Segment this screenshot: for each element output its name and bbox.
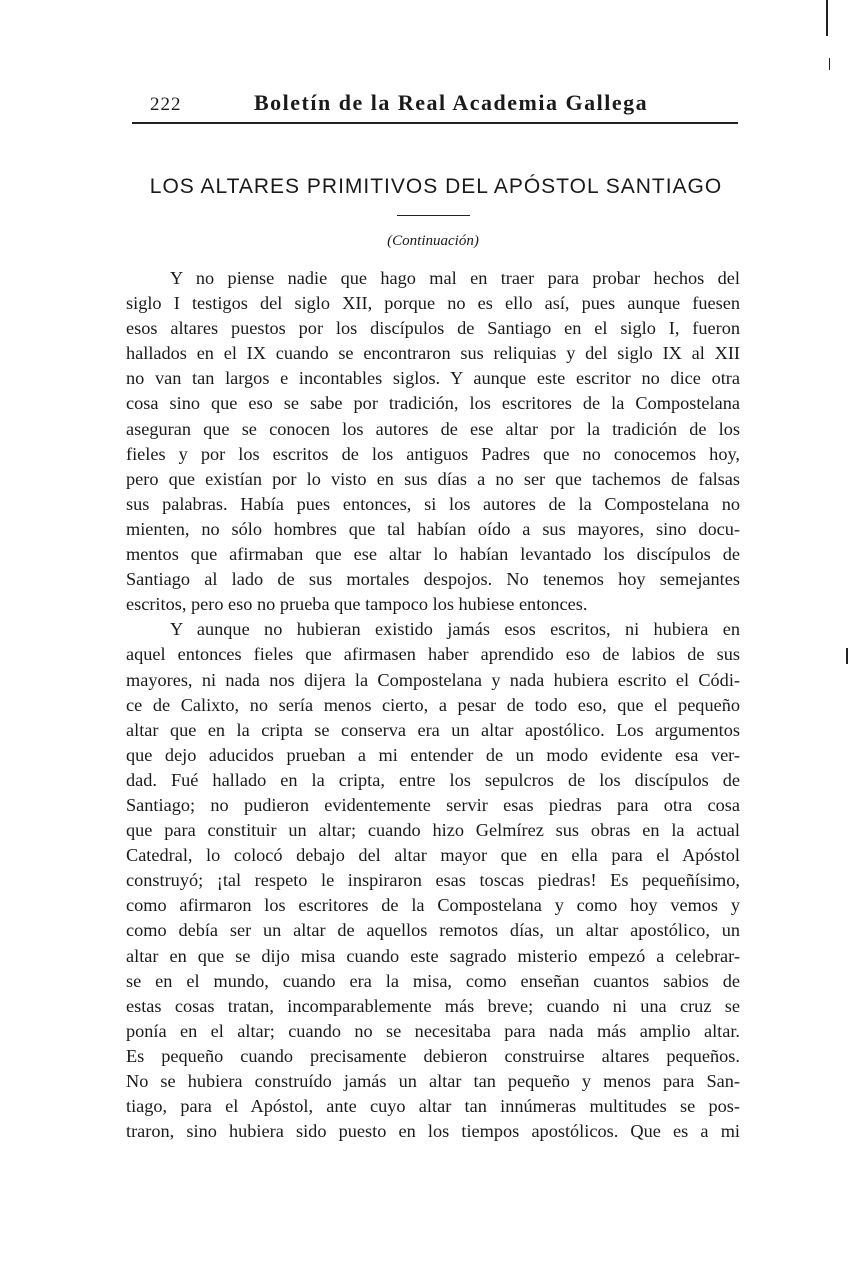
text-line: altar que en la cripta se conserva era un altar apostólico. Los argumentos — [126, 719, 740, 740]
running-header — [132, 88, 738, 124]
text-line: construyó; ¡tal respeto le inspiraron esas toscas piedras! Es pequeñísimo, — [126, 870, 740, 891]
body-text — [126, 266, 740, 1144]
text-line: cosa sino que eso se sabe por tradición, los escritores de la Compostelana — [126, 393, 740, 414]
text-line: traron, sino hubiera sido puesto en los tiempos apostólicos. Que es a mi — [126, 1121, 740, 1142]
text-line: que dejo aducidos prueban a mi entender de un modo evidente esa ver- — [126, 744, 740, 765]
text-line: como afirmaron los escritores de la Compostelana y como hoy vemos y — [126, 895, 740, 916]
text-line: ce de Calixto, no sería menos cierto, a pesar de todo eso, que el pequeño — [126, 694, 740, 715]
text-line: pero que existían por lo visto en sus días a no ser que tachemos de falsas — [126, 468, 740, 489]
text-line: altar en que se dijo misa cuando este sagrado misterio empezó a celebrar- — [126, 945, 740, 966]
text-line: se en el mundo, cuando era la misa, como enseñan cuantos sabios de — [126, 970, 740, 991]
text-line: mayores, ni nada nos dijera la Compostelana y nada hubiera escrito el Códi- — [126, 669, 740, 690]
text-line: hallados en el IX cuando se encontraron sus reliquias y del siglo IX al XII — [126, 343, 740, 364]
text-line: dad. Fué hallado en la cripta, entre los sepulcros de los discípulos de — [126, 769, 740, 790]
text-line: Y no piense nadie que hago mal en traer para probar hechos del — [170, 268, 740, 288]
article-title: LOS ALTARES PRIMITIVOS DEL APÓSTOL SANTIAGO — [149, 175, 723, 198]
text-line: no van tan largos e incontables siglos. Y aunque este escritor no dice otra — [126, 368, 740, 389]
journal-title: Boletín de la Real Academia Gallega — [254, 90, 649, 115]
text-line: Catedral, lo colocó debajo del altar mayor que en ella para el Apóstol — [126, 845, 740, 866]
text-line: sus palabras. Había pues entonces, si los autores de la Compostelana no — [126, 493, 740, 514]
text-line: esos altares puestos por los discípulos de Santiago en el siglo I, fueron — [126, 318, 740, 339]
text-line: Santiago; no pudieron evidentemente servir esas piedras para otra cosa — [126, 794, 740, 815]
text-line: aquel entonces fieles que afirmasen haber aprendido eso de labios de sus — [126, 644, 740, 665]
text-line: ponía en el altar; cuando no se necesitaba para nada más amplio altar. — [126, 1020, 740, 1041]
scan-artifact — [846, 648, 848, 664]
text-line: estas cosas tratan, incomparablemente más breve; cuando ni una cruz se — [126, 995, 740, 1016]
continuation-note: (Continuación) — [387, 233, 479, 249]
text-line: Santiago al lado de sus mortales despojos. No tenemos hoy semejantes — [126, 569, 740, 590]
title-divider — [397, 215, 470, 216]
text-line: mienten, no sólo hombres que tal habían oído a sus mayores, sino docu- — [126, 518, 740, 539]
text-line: fieles y por los escritos de los antiguos Padres que no conocemos hoy, — [126, 443, 740, 464]
text-line: No se hubiera construído jamás un altar tan pequeño y menos para San- — [126, 1071, 740, 1091]
page-number: 222 — [150, 94, 182, 115]
scan-artifact — [829, 58, 830, 70]
scan-artifact — [826, 0, 828, 36]
text-line: siglo I testigos del siglo XII, porque no es ello así, pues aunque fuesen — [126, 293, 740, 314]
text-line: Es pequeño cuando precisamente debieron construirse altares pequeños. — [126, 1045, 740, 1066]
text-line: que para constituir un altar; cuando hizo Gelmírez sus obras en la actual — [126, 820, 740, 841]
text-line: escritos, pero eso no prueba que tampoco los hubiese entonces. — [126, 594, 588, 615]
text-line: Y aunque no hubieran existido jamás esos escritos, ni hubiera en — [170, 619, 740, 640]
text-line: tiago, para el Apóstol, ante cuyo altar tan innúmeras multitudes se pos- — [126, 1096, 740, 1117]
text-line: aseguran que se conocen los autores de ese altar por la tradición de los — [126, 418, 740, 439]
text-line: como debía ser un altar de aquellos remotos días, un altar apostólico, un — [126, 920, 740, 941]
text-line: mentos que afirmaban que ese altar lo habían levantado los discípulos de — [126, 544, 740, 565]
